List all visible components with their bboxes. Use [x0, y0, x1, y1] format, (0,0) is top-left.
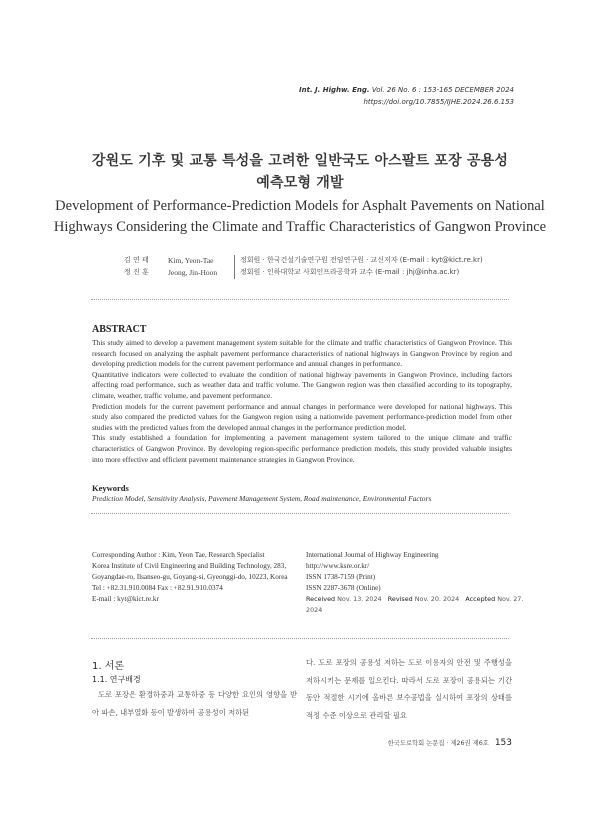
- abstract-paragraph: This study established a foundation for implementing a pavement management system tailored to the unique climate and traffic characteristics of Gangwon Province. By developing region-specific performance prediction models, this study provided valuable insights into more effective and efficient pavement maintenance strategies in Gangwon Province.: [92, 433, 512, 464]
- english-title-line-1: Development of Performance-Prediction Models for Asphalt Pavements on National: [55, 198, 545, 214]
- author-affiliation: 정회원 · 한국건설기술연구원 전임연구원 · 교신저자 (E-mail : kyt@kict.re.kr): [240, 256, 483, 264]
- revised-label: Revised: [387, 595, 413, 603]
- page-number: 153: [494, 738, 512, 748]
- accepted-date: Nov. 27. 2024: [306, 595, 524, 614]
- dotted-divider: [91, 299, 509, 300]
- corresponding-email: E-mail : kyt@kict.re.kr: [92, 595, 159, 603]
- submission-dates: [306, 594, 526, 616]
- body-text-left: 도로 포장은 환경하중과 교통하중 등 다양한 요인의 영향을 받아 파손, 내부열화 등이 발생하여 공용성이 저하된: [92, 690, 297, 717]
- english-title: [0, 196, 600, 238]
- author-affiliation: 정회원 · 인하대학교 사회인프라공학과 교수 (E-mail : jhj@inha.ac.kr): [240, 268, 460, 276]
- issn-online: ISSN 2287-3678 (Online): [306, 584, 381, 592]
- corresponding-line: Korea Institute of Civil Engineering and Building Technology, 283,: [92, 562, 287, 570]
- korean-title-line-1: 강원도 기후 및 교통 특성을 고려한 일반국도 아스팔트 포장 공용성: [91, 153, 509, 169]
- issn-print: ISSN 1738-7159 (Print): [306, 573, 376, 581]
- footer-journal: 한국도로학회 논문집 · 제26권 제6호: [387, 740, 489, 747]
- journal-info: [306, 550, 526, 616]
- abstract-paragraph: Prediction models for the current pavement performance and annual changes in performance were developed for national highways. This study also compared the predicted values for the Gangwon region using a nationwide pavement performance-prediction model from other studies with the predicted values from the developed annual changes in the performance prediction model.: [92, 401, 512, 432]
- author-name-en: Jeong, Jin-Hoon: [168, 268, 218, 277]
- abstract-body: [92, 338, 512, 465]
- corresponding-line: Goyangdae-ro, Ilsanseo-gu, Goyang-si, Gyeonggi-do, 10223, Korea: [92, 573, 288, 581]
- keywords-heading: Keywords: [92, 483, 129, 493]
- abstract-paragraph: Quantitative indicators were collected to evaluate the condition of national highway pavements in Gangwon Province, including factors affecting road performance, such as weather data and traffic volume. The Gangwon region was then classified according to its topography, climate, weather, traffic volume, and pavement performance.: [92, 369, 512, 400]
- journal-name: International Journal of Highway Engineering: [306, 551, 439, 559]
- author-name-en: Kim, Yeon-Tae: [168, 256, 214, 265]
- journal-url[interactable]: http://www.ksre.or.kr/: [306, 562, 370, 570]
- accepted-label: Accepted: [465, 595, 496, 603]
- subsection-heading: 1.1. 연구배경: [92, 675, 141, 684]
- author-name-ko: 정 진 훈: [124, 268, 149, 276]
- corresponding-line: Tel : +82.31.910.0084 Fax : +82.91.910.0374: [92, 584, 223, 592]
- revised-date: Nov. 20. 2024: [414, 595, 460, 603]
- body-text-right: 다. 도로 포장의 공용성 저하는 도로 이용자의 안전 및 주행성을 저하시키는 문제를 일으킨다. 따라서 도로 포장이 공용되는 기간 동안 적절한 시기에 올바른 보수공법을 실시하여 포장의 상태를 적정 수준 이상으로 관리할 필요: [306, 658, 512, 720]
- page-footer: [388, 738, 512, 748]
- dotted-divider: [91, 513, 509, 514]
- journal-reference: [299, 84, 514, 108]
- author-row: [124, 266, 524, 279]
- keywords-text: Prediction Model, Sensitivity Analysis, Pavement Management System, Road maintenance, Environmental Factors: [92, 494, 432, 503]
- dotted-divider: [91, 638, 509, 639]
- received-label: Received: [306, 595, 336, 603]
- english-title-line-2: Highways Considering the Climate and Traffic Characteristics of Gangwon Province: [53, 219, 547, 235]
- journal-abbrev: Int. J. Highw. Eng.: [299, 86, 370, 94]
- abstract-heading: ABSTRACT: [92, 324, 147, 335]
- received-date: Nov. 13. 2024: [337, 595, 382, 603]
- volume-info: Vol. 26 No. 6 : 153-165 DECEMBER 2024: [371, 86, 514, 94]
- author-name-ko: 김 연 태: [124, 256, 149, 264]
- corresponding-author-info: [92, 550, 312, 605]
- abstract-paragraph: This study aimed to develop a pavement management system suitable for the climate and traffic characteristics of Gangwon Province. This research focused on analyzing the asphalt pavement performance characteristics of national highways in Gangwon Province by region and developing prediction models for the current pavement performance and annual changes in performance.: [92, 338, 512, 369]
- korean-title-line-2: 예측모형 개발: [256, 175, 344, 191]
- korean-title: [0, 150, 600, 194]
- corresponding-line: Corresponding Author : Kim, Yeon Tae, Research Specialist: [92, 551, 265, 559]
- doi-link[interactable]: https://doi.org/10.7855/IJHE.2024.26.6.153: [363, 98, 514, 106]
- section-heading: 1. 서론: [92, 661, 125, 672]
